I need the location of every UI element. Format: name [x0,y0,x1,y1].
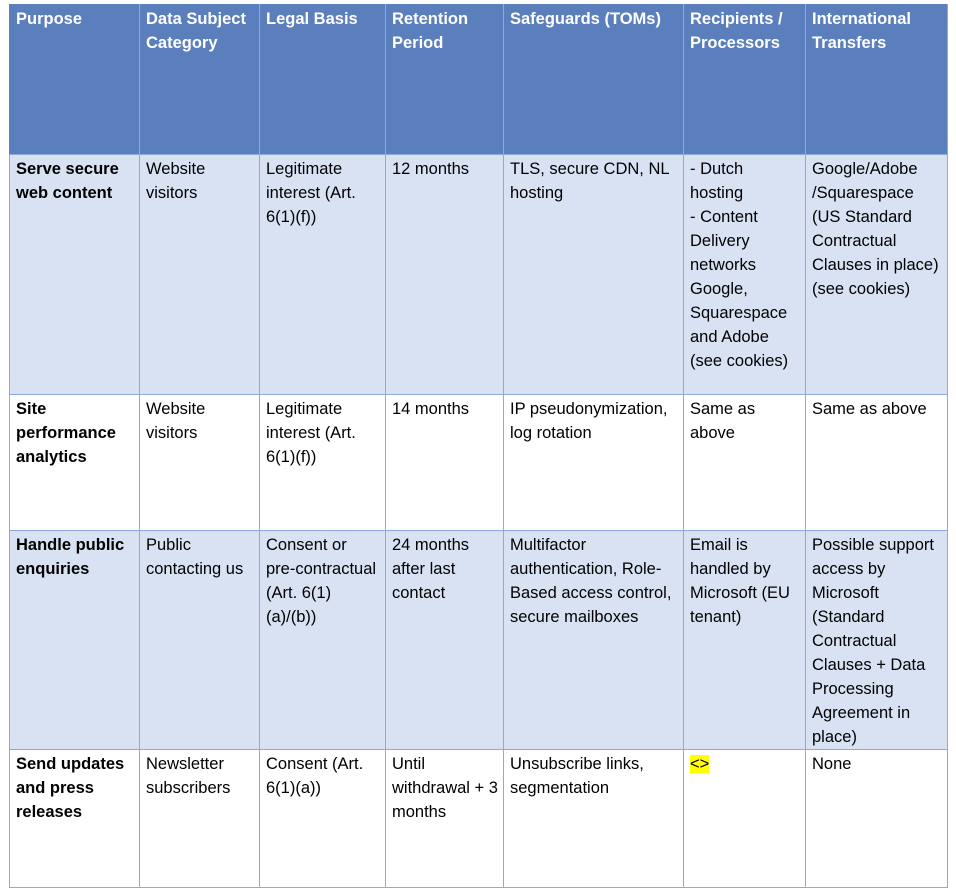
cell-international-transfers: Same as above [806,395,948,531]
cell-purpose: Send updates and press releases [10,750,140,888]
cell-safeguards: Unsubscribe links, segmentation [504,750,684,888]
table-row [10,750,948,888]
cell-purpose: Serve secure web content [10,155,140,395]
cell-purpose: Handle public enquiries [10,531,140,750]
cell-safeguards: Multifactor authentication, Role-Based access control, secure mailboxes [504,531,684,750]
table-row [10,155,948,395]
cell-legal-basis: Consent or pre-contractual (Art. 6(1)(a)/(b)) [260,531,386,750]
header-safeguards: Safeguards (TOMs) [504,5,684,155]
recipient-line: - Content Delivery networks Google, Squarespace and Adobe (see cookies) [690,208,789,370]
cell-recipients [684,155,806,395]
cell-recipients: Email is handled by Microsoft (EU tenant) [684,531,806,750]
cell-retention: Until withdrawal + 3 months [386,750,504,888]
cell-legal-basis: Legitimate interest (Art. 6(1)(f)) [260,395,386,531]
header-retention-period: Retention Period [386,5,504,155]
header-data-subject-category: Data Subject Category [140,5,260,155]
cell-data-subject: Public contacting us [140,531,260,750]
cell-data-subject: Website visitors [140,155,260,395]
cell-legal-basis: Legitimate interest (Art. 6(1)(f)) [260,155,386,395]
cell-purpose: Site performance analytics [10,395,140,531]
cell-data-subject: Website visitors [140,395,260,531]
cell-safeguards: TLS, secure CDN, NL hosting [504,155,684,395]
cell-international-transfers: Google/Adobe /Squarespace (US Standard Contractual Clauses in place) (see cookies) [806,155,948,395]
cell-legal-basis: Consent (Art. 6(1)(a)) [260,750,386,888]
cell-data-subject: Newsletter subscribers [140,750,260,888]
header-purpose: Purpose [10,5,140,155]
table-row [10,395,948,531]
recipient-line: - Dutch hosting [690,160,744,202]
header-international-transfers: International Transfers [806,5,948,155]
cell-international-transfers: None [806,750,948,888]
header-recipients: Recipients / Processors [684,5,806,155]
table-row [10,531,948,750]
cell-retention: 12 months [386,155,504,395]
header-legal-basis: Legal Basis [260,5,386,155]
header-row [10,5,948,155]
cell-international-transfers: Possible support access by Microsoft (Standard Contractual Clauses + Data Processing Agreement in place) [806,531,948,750]
processing-activities-table [9,4,948,888]
highlighted-placeholder: <> [690,755,710,773]
cell-recipients: Same as above [684,395,806,531]
cell-recipients [684,750,806,888]
cell-retention: 24 months after last contact [386,531,504,750]
cell-retention: 14 months [386,395,504,531]
cell-safeguards: IP pseudonymization, log rotation [504,395,684,531]
